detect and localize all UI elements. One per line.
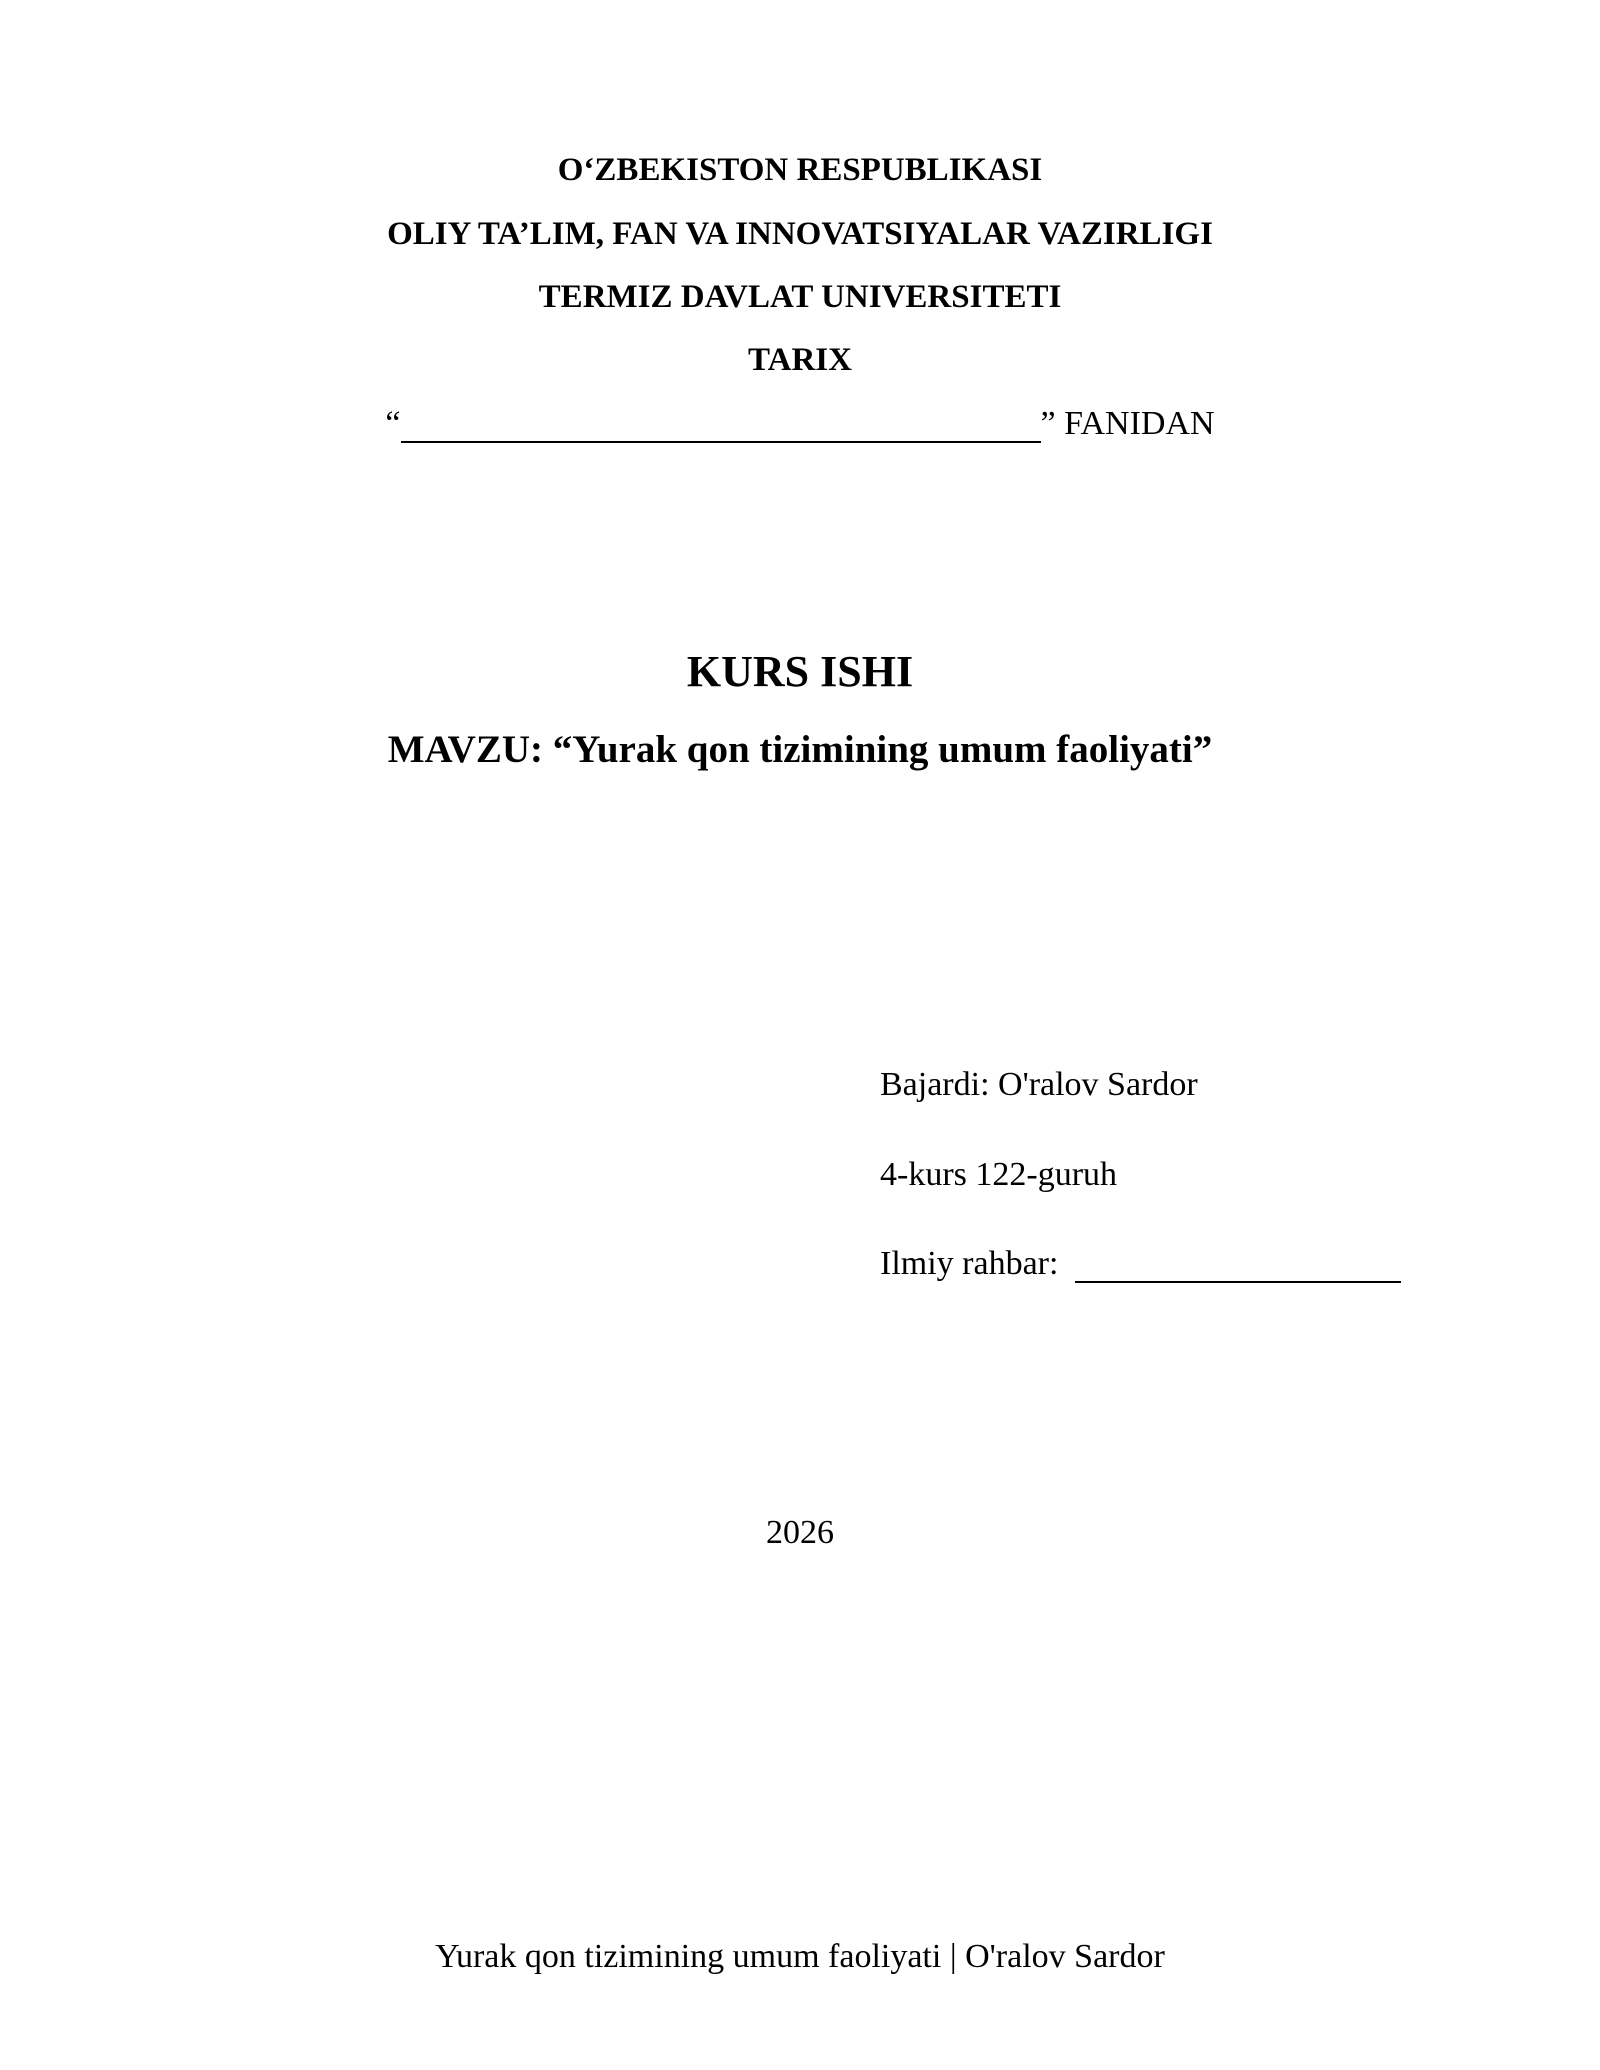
subject-blank <box>401 407 1041 443</box>
topic-title: MAVZU: “Yurak qon tizimining umum faoliyati” <box>387 728 1213 771</box>
subject-suffix: ” FANIDAN <box>1040 405 1215 442</box>
subject-open-quote: “ <box>385 405 401 442</box>
page-footer: Yurak qon tizimining umum faoliyati | O'ralov Sardor <box>435 1938 1165 1975</box>
supervisor-blank <box>1075 1247 1401 1283</box>
year: 2026 <box>766 1514 834 1551</box>
faculty-heading: TARIX <box>748 342 852 378</box>
supervisor-label: Ilmiy rahbar: <box>880 1245 1059 1282</box>
country-heading: O‘ZBEKISTON RESPUBLIKASI <box>557 152 1043 188</box>
performer-line: Bajardi: O'ralov Sardor <box>880 1066 1198 1103</box>
ministry-heading: OLIY TA’LIM, FAN VA INNOVATSIYALAR VAZIRLIGI <box>387 216 1213 252</box>
group-line: 4-kurs 122-guruh <box>880 1156 1118 1193</box>
university-heading: TERMIZ DAVLAT UNIVERSITETI <box>538 279 1062 315</box>
supervisor-line <box>880 1247 1401 1283</box>
work-type-title: KURS ISHI <box>686 647 914 696</box>
subject-line <box>0 407 1600 443</box>
